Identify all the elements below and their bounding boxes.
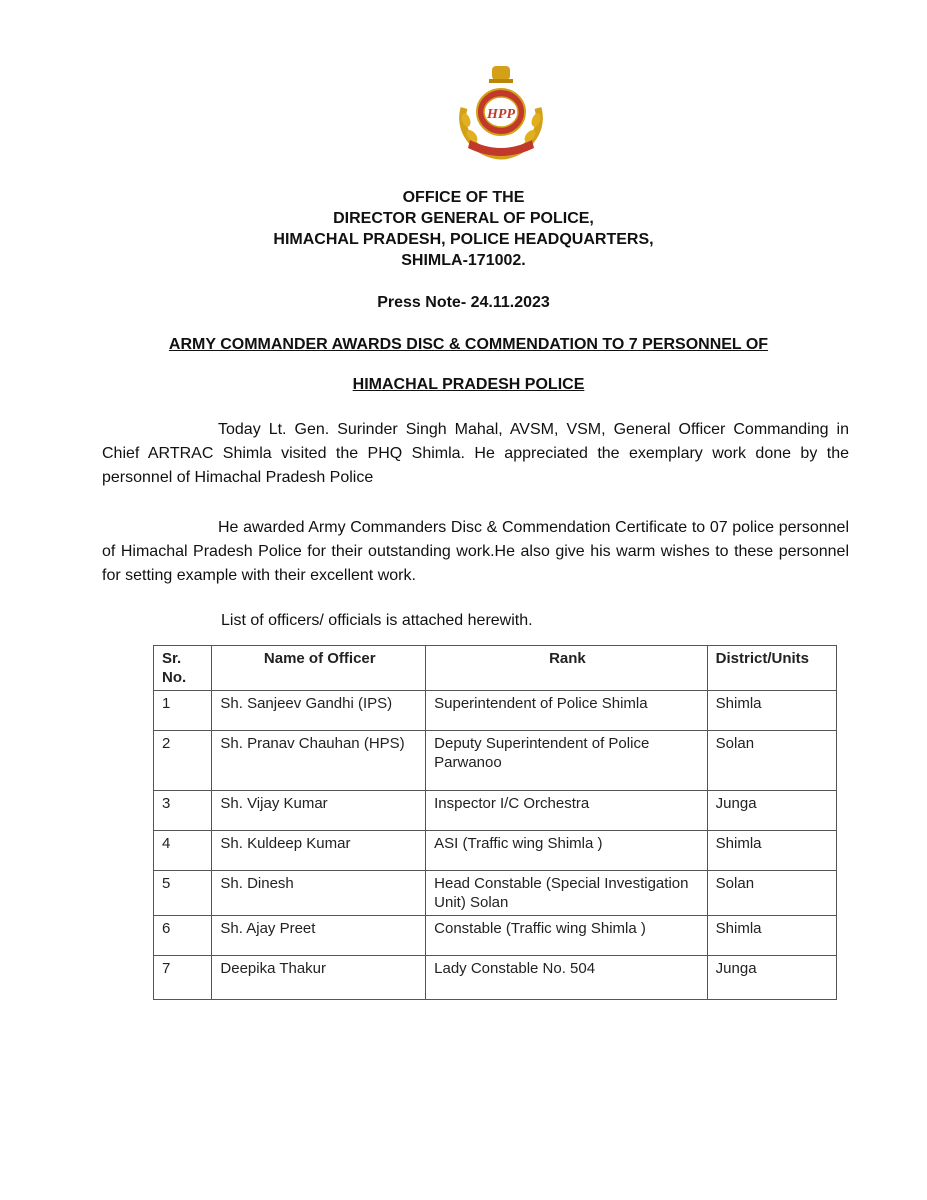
office-header bbox=[0, 187, 927, 271]
cell-name: Sh. Sanjeev Gandhi (IPS) bbox=[212, 691, 426, 731]
cell-rank: Constable (Traffic wing Shimla ) bbox=[426, 916, 708, 956]
cell-rank: Lady Constable No. 504 bbox=[426, 956, 708, 1000]
cell-sr: 1 bbox=[154, 691, 212, 731]
cell-district: Junga bbox=[707, 791, 836, 831]
table-row bbox=[154, 916, 837, 956]
cell-sr: 2 bbox=[154, 731, 212, 791]
header-line: SHIMLA-171002. bbox=[401, 252, 526, 269]
cell-name: Sh. Ajay Preet bbox=[212, 916, 426, 956]
cell-district: Solan bbox=[707, 871, 836, 916]
cell-district: Shimla bbox=[707, 691, 836, 731]
table-header-row bbox=[154, 646, 837, 691]
press-note-date: Press Note- 24.11.2023 bbox=[377, 294, 550, 311]
table-row bbox=[154, 791, 837, 831]
cell-name: Sh. Kuldeep Kumar bbox=[212, 831, 426, 871]
header-name: Name of Officer bbox=[212, 646, 426, 691]
title-line-2: HIMACHAL PRADESH POLICE bbox=[352, 376, 585, 393]
cell-rank: Superintendent of Police Shimla bbox=[426, 691, 708, 731]
table-row bbox=[154, 731, 837, 791]
header-sr-no: Sr. No. bbox=[154, 646, 212, 691]
cell-district: Shimla bbox=[707, 916, 836, 956]
cell-name: Sh. Pranav Chauhan (HPS) bbox=[212, 731, 426, 791]
cell-rank: Inspector I/C Orchestra bbox=[426, 791, 708, 831]
paragraph-2-text: He awarded Army Commanders Disc & Commendation Certificate to 07 police personnel of Himachal Pradesh Police for their outstanding work.He also give his warm wishes to these personnel for setting example with their excellent work. bbox=[102, 519, 849, 584]
title-line-1: ARMY COMMANDER AWARDS DISC & COMMENDATION TO 7 PERSONNEL OF bbox=[168, 336, 769, 353]
header-line: DIRECTOR GENERAL OF POLICE, bbox=[333, 210, 594, 227]
cell-sr: 3 bbox=[154, 791, 212, 831]
header-rank: Rank bbox=[426, 646, 708, 691]
table-row bbox=[154, 691, 837, 731]
list-note: List of officers/ officials is attached herewith. bbox=[221, 612, 533, 629]
paragraph-1 bbox=[102, 418, 849, 490]
cell-name: Sh. Vijay Kumar bbox=[212, 791, 426, 831]
cell-rank: Deputy Superintendent of Police Parwanoo bbox=[426, 731, 708, 791]
table-row bbox=[154, 831, 837, 871]
cell-rank: Head Constable (Special Investigation Unit) Solan bbox=[426, 871, 708, 916]
cell-sr: 4 bbox=[154, 831, 212, 871]
cell-sr: 5 bbox=[154, 871, 212, 916]
cell-district: Shimla bbox=[707, 831, 836, 871]
table-row bbox=[154, 956, 837, 1000]
cell-name: Deepika Thakur bbox=[212, 956, 426, 1000]
cell-district: Junga bbox=[707, 956, 836, 1000]
officers-table bbox=[153, 645, 837, 1000]
cell-sr: 6 bbox=[154, 916, 212, 956]
paragraph-2 bbox=[102, 516, 849, 588]
cell-rank: ASI (Traffic wing Shimla ) bbox=[426, 831, 708, 871]
cell-sr: 7 bbox=[154, 956, 212, 1000]
header-district: District/Units bbox=[707, 646, 836, 691]
paragraph-1-text: Today Lt. Gen. Surinder Singh Mahal, AVSM, VSM, General Officer Commanding in Chief ARTRAC Shimla visited the PHQ Shimla. He appreciated the exemplary work done by the personnel of Himachal Pradesh Police bbox=[102, 421, 849, 486]
cell-district: Solan bbox=[707, 731, 836, 791]
svg-text:HPP: HPP bbox=[487, 107, 515, 122]
table-row bbox=[154, 871, 837, 916]
header-line: HIMACHAL PRADESH, POLICE HEADQUARTERS, bbox=[273, 231, 654, 248]
hpp-emblem-icon bbox=[448, 64, 554, 160]
cell-name: Sh. Dinesh bbox=[212, 871, 426, 916]
header-line: OFFICE OF THE bbox=[402, 189, 525, 206]
